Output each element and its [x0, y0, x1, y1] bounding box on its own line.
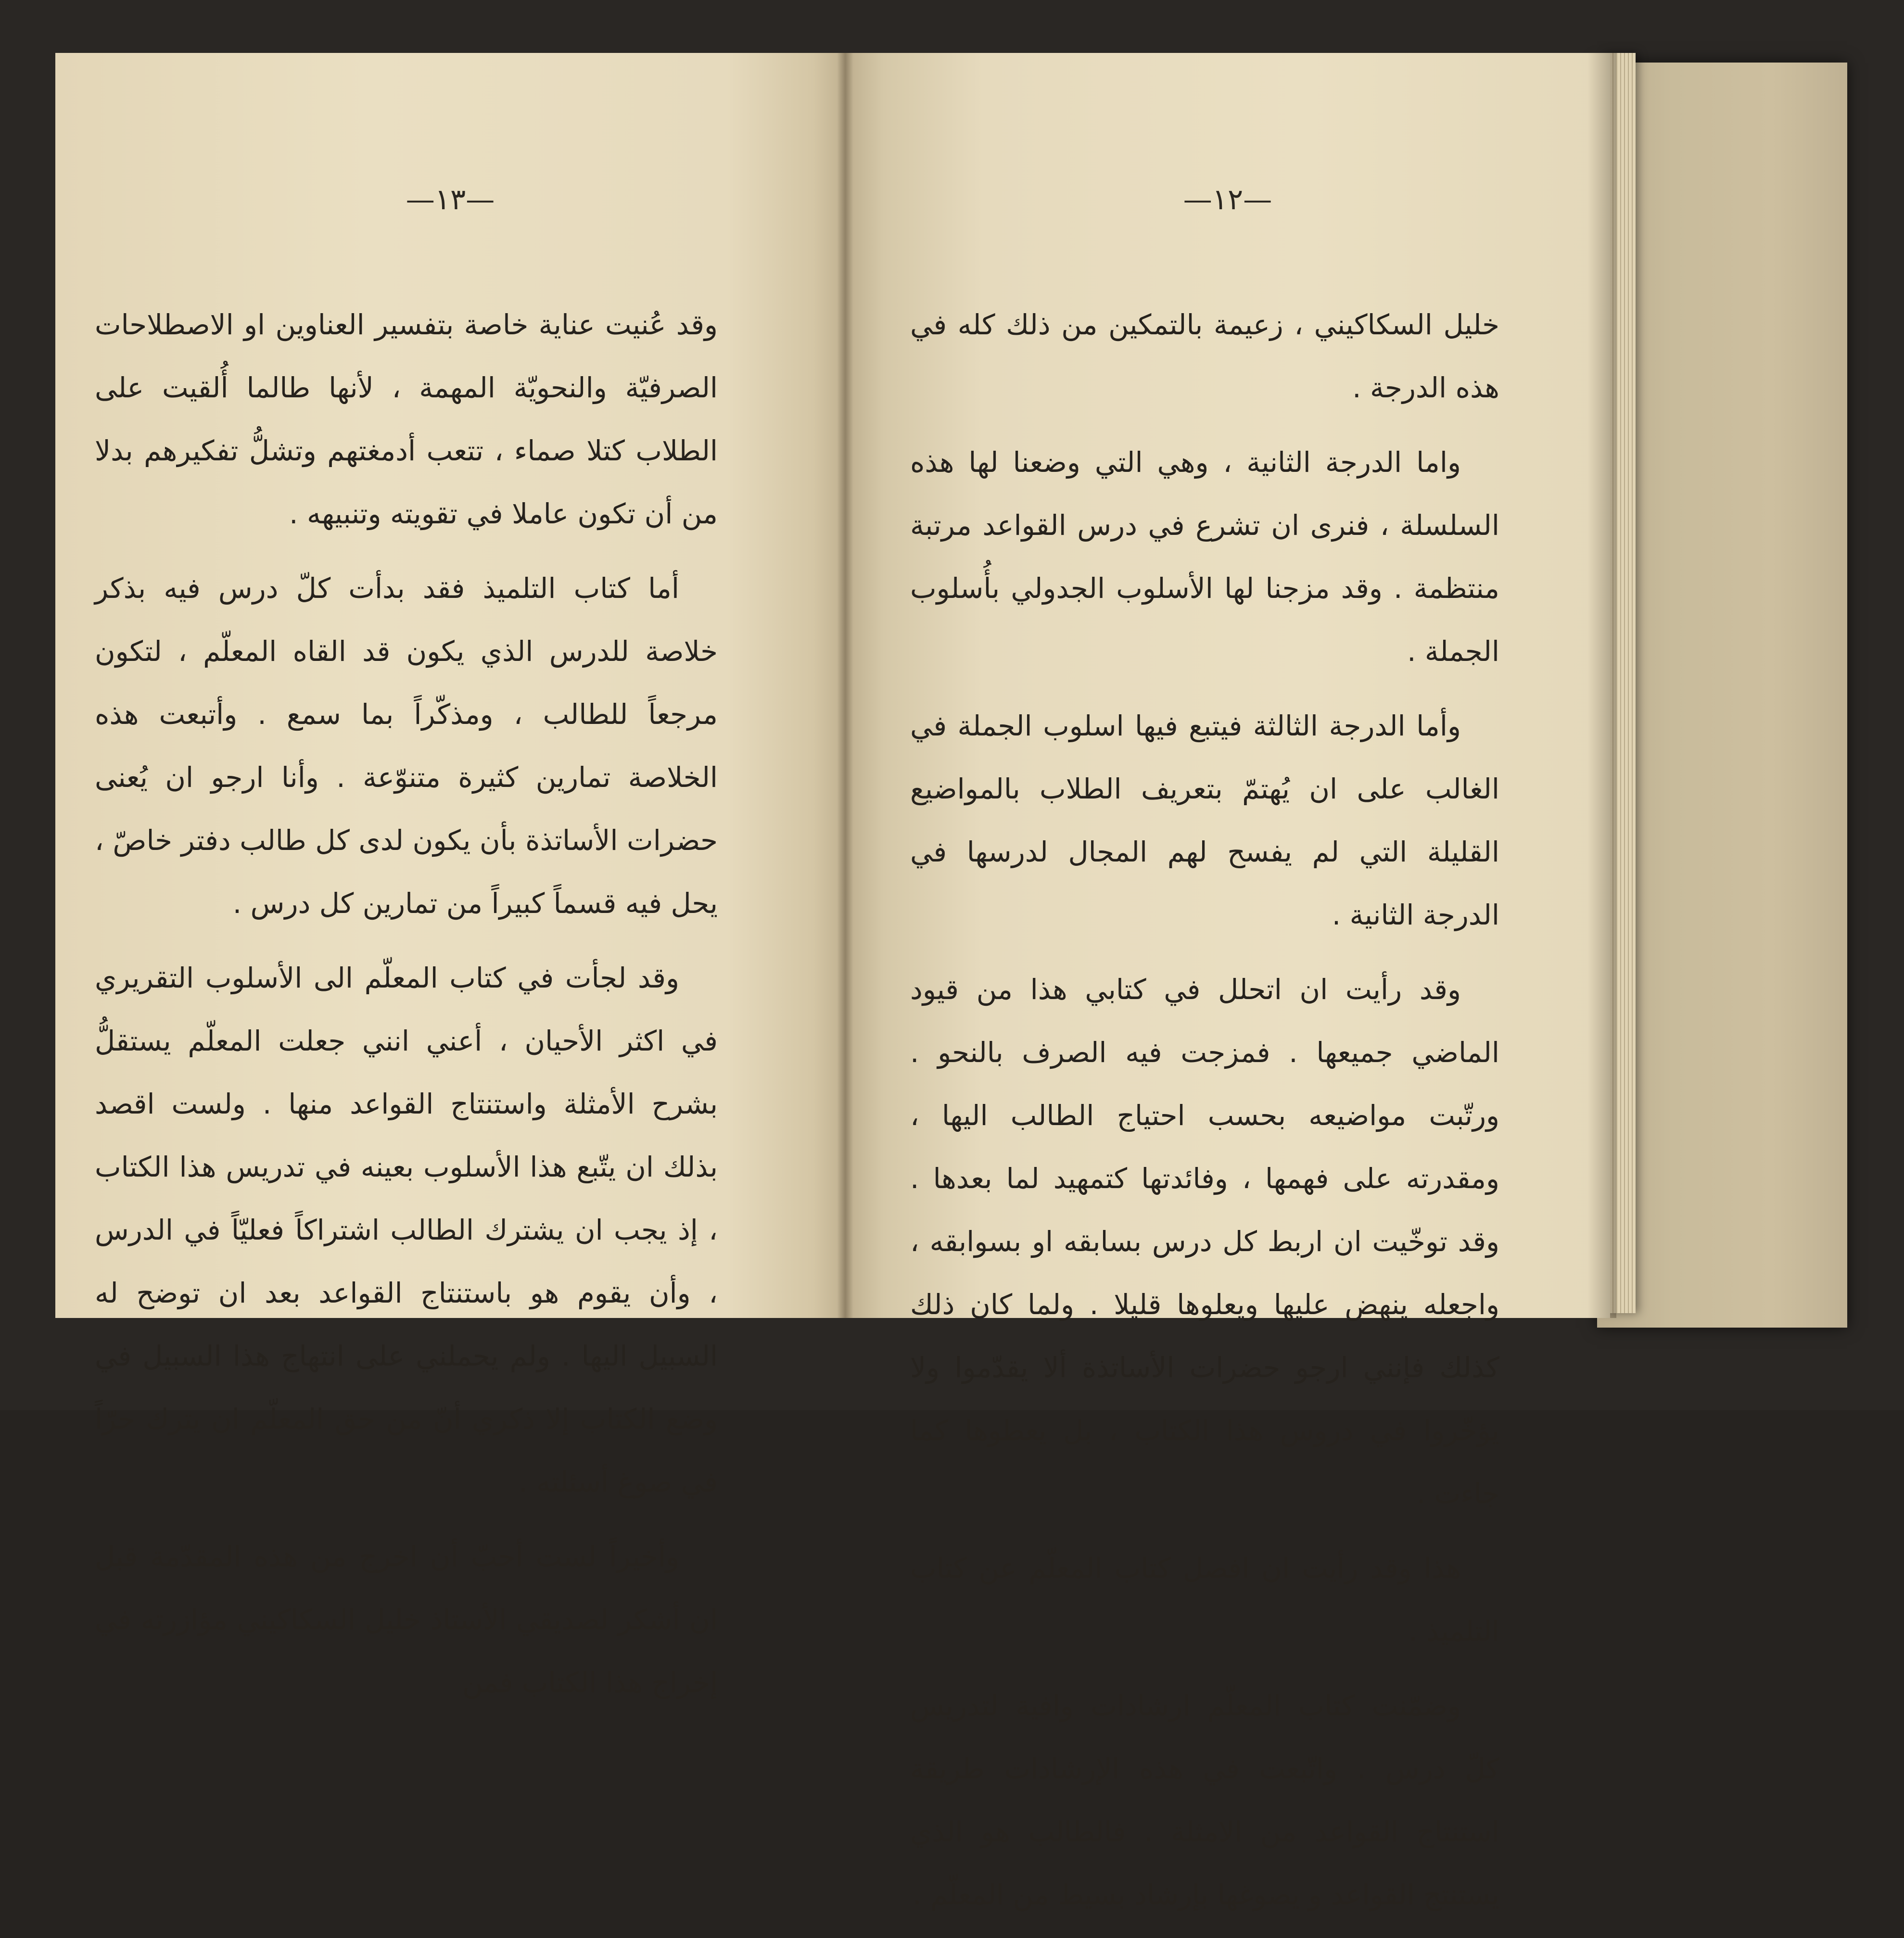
paragraph: خليل السكاكيني ، زعيمة بالتمكين من ذلك كله في هذه الدرجة . — [910, 308, 1499, 404]
paragraph: هذا وقد رأيت ان افصل كتاب المعلّم عن كتاب التلميذ . — [910, 1552, 1499, 1647]
paragraph: وضمّنت كتاب المعلّم ارشادات وافية لتدريس كلّ درس . واتّبعت في هذه الإرشادات طريقة استنتاج القواعد من الامثلة . فالطالب هو الذي يستنتج القواعد و يصوغها بإرشاد بسيط من المعلّم . — [910, 1689, 1499, 1911]
page-body — [95, 293, 718, 1726]
paragraph: وقد رأيت ان اتحلل في كتابي هذا من قيود الماضي جميعها . فمزجت فيه الصرف بالنحو . ورتّبت مواضيعه بحسب احتياج الطالب اليها ، ومقدرته على فهمها ، وفائدتها كتمهيد لما بعدها . وقد توخّيت ان اربط كل درس بسابقه او بسوابقه ، واجعله ينهض عليها ويعلوها قليلا . ولما كان ذلك كذلك فإنني ارجو حضرات الأساتذة ألا يقدّموا ولا يؤخّروا في دروس هذا الكتاب ، بل يعطوها كما جاءت . — [910, 973, 1499, 1510]
paragraph: وقد عُنيت عناية خاصة بتفسير العناوين او الاصطلاحات الصرفيّة والنحويّة المهمة ، لأنها طالما أُلقيت على الطلاب كتلا صماء ، تتعب أدمغتهم وتشلُّ تفكيرهم بدلا من أن تكون عاملا في تقويته وتنبيهه . — [95, 308, 718, 530]
page-number: —١٢— — [1183, 183, 1272, 216]
paragraph: وأما الدرجة الثالثة فيتبع فيها اسلوب الجملة في الغالب على ان يُهتمّ بتعريف الطلاب بالمواضيع القليلة التي لم يفسح لهم المجال لدرسها في الدرجة الثانية . — [910, 709, 1499, 931]
left-page — [55, 53, 845, 1699]
page-number: —١٣— — [406, 183, 495, 216]
paragraph: وقد لجأت في كتاب المعلّم الى الأسلوب التقريري في اكثر الأحيان ، أعني انني جعلت المعلّم يستقلُّ بشرح الأمثلة واستنتاج القواعد منها . ولست اقصد بذلك ان يتّبع هذا الأسلوب بعينه في تدريس هذا الكتاب ، إذ يجب ان يشترك الطالب اشتراكاً فعليّاً في الدرس ، وأن يقوم هو باستنتاج القواعد بعد ان توضح له السبيل اليها . ولم يحملني على انتهاج هذا السبيل في وضع الكتاب إلا ذكري أنّ من حق المعلّم ان يترك حرّاً في صوغ أسئلته . — [95, 962, 718, 1498]
paragraph: واما الدرجة الثانية ، وهي التي وضعنا لها هذه السلسلة ، فنرى ان تشرع في درس القواعد مرتبة منتظمة . وقد مزجنا لها الأسلوب الجدولي بأُسلوب الجملة . — [910, 446, 1499, 668]
paragraph: وأخيراً لست أحبّ أن اخرج من هذه المقدّمة قبل ان أشكر لصديقي الأستاذ خليل السكاكيني مؤازرته في إخراج هذا الكتاب فمن — [95, 1540, 718, 1699]
right-page — [845, 53, 1610, 1911]
page-body — [910, 293, 1499, 1938]
paragraph: أما كتاب التلميذ فقد بدأت كلّ درس فيه بذكر خلاصة للدرس الذي يكون قد القاه المعلّم ، لتكون مرجعاً للطالب ، ومذكّراً بما سمع . وأتبعت هذه الخلاصة تمارين كثيرة متنوّعة . وأنا ارجو ان يُعنى حضرات الأساتذة بأن يكون لدى كل طالب دفتر خاصّ ، يحل فيه قسماً كبيراً من تمارين كل درس . — [95, 572, 718, 920]
